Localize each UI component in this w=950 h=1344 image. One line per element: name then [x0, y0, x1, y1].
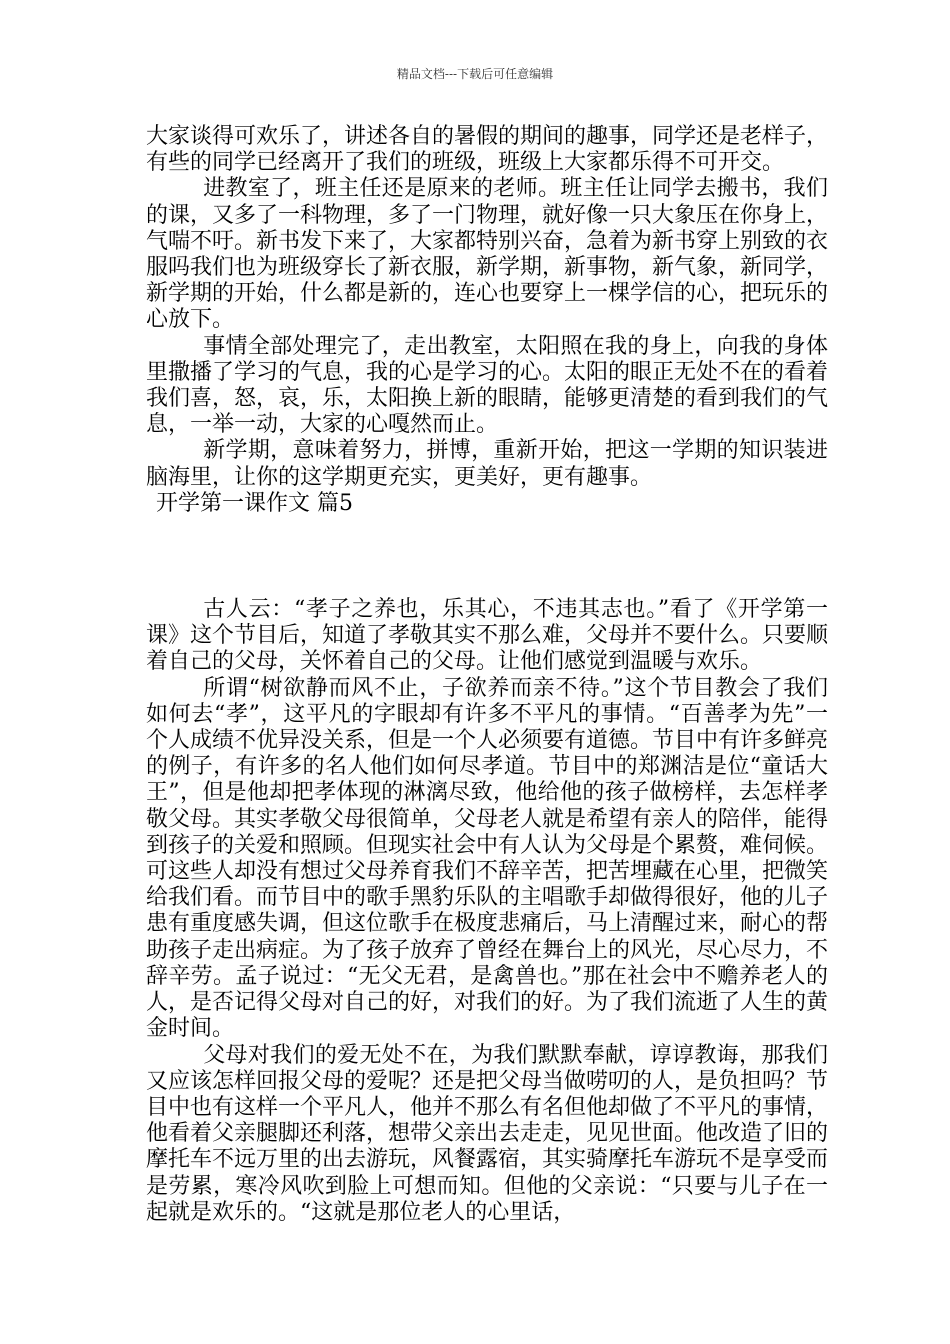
- paragraph: 事情全部处理完了，走出教室，太阳照在我的身上，向我的身体里撒播了学习的气息，我的心是学习的心。太阳的眼正无处不在的看着我们喜，怒，哀，乐，太阳换上新的眼睛，能够更清楚的看到我们的气息，一举一动，大家的心嘎然而止。: [146, 333, 829, 438]
- paragraph: 新学期，意味着努力，拼博，重新开始，把这一学期的知识装进脑海里，让你的这学期更充实，更美好，更有趣事。: [146, 438, 828, 490]
- paragraph: 古人云：“孝子之养也，乐其心，不违其志也。”看了《开学第一课》这个节目后，知道了孝敬其实不那么难，父母并不要什么。只要顺着自己的父母，关怀着自己的父母。让他们感觉到温暖与欢乐。: [146, 597, 829, 675]
- paragraph: 父母对我们的爱无处不在，为我们默默奉献，谆谆教诲，那我们又应该怎样回报父母的爱呢？还是把父母当做唠叨的人，是负担吗？节目中也有这样一个平凡人，他并不那么有名但他却做了不平凡的事情，他看着父亲腿脚还利落，想带父亲出去走走，见见世面。他改造了旧的摩托车不远万里的出去游玩，风餐露宿，其实骑摩托车游玩不是享受而是劳累，寒冷风吹到脸上可想而知。但他的父亲说：“只要与儿子在一起就是欢乐的。“这就是那位老人的心里话，: [146, 1042, 829, 1225]
- paragraph: 所谓“树欲静而风不止，子欲养而亲不待。”这个节目教会了我们如何去“孝”，这平凡的字眼却有许多不平凡的事情。“百善孝为先”一个人成绩不优异没关系，但是一个人必须要有道德。节目中有许多鲜亮的例子，有许多的名人他们如何尽孝道。节目中的郑渊洁是位“童话大王”，但是他却把孝体现的淋漓尽致，他给他的孩子做榜样，去怎样孝敬父母。其实孝敬父母很简单，父母老人就是希望有亲人的陪伴，能得到孩子的关爱和照顾。但现实社会中有人认为父母是个累赘，难伺候。可这些人却没有想过父母养育我们不辞辛苦，把苦埋藏在心里，把微笑给我们看。而节目中的歌手黑豹乐队的主唱歌手却做得很好，他的儿子患有重度感失调，但这位歌手在极度悲痛后，马上清醒过来，耐心的帮助孩子走出病症。为了孩子放弃了曾经在舞台上的风光，尽心尽力，不辞辛劳。孟子说过：“无父无君，是禽兽也。”那在社会中不赡养老人的人，是否记得父母对自己的好，对我们的好。为了我们流逝了人生的黄金时间。: [146, 675, 829, 1042]
- paragraph: 进教室了，班主任还是原来的老师。班主任让同学去搬书，我们的课，又多了一科物理，多了一门物理，就好像一只大象压在你身上，气喘不吁。新书发下来了，大家都特别兴奋，急着为新书穿上别致的衣服吗我们也为班级穿长了新衣服，新学期，新事物，新气象，新同学，新学期的开始，什么都是新的，连心也要穿上一棵学信的心，把玩乐的心放下。: [146, 176, 829, 333]
- paragraph: 大家谈得可欢乐了，讲述各自的暑假的期间的趣事，同学还是老样子，有些的同学已经离开了我们的班级，班级上大家都乐得不可开交。: [146, 124, 829, 176]
- document-body: [146, 124, 828, 1226]
- section-heading: 开学第一课作文 篇5: [156, 490, 353, 516]
- page-header: 精品文档---下载后可任意编辑: [396, 67, 554, 81]
